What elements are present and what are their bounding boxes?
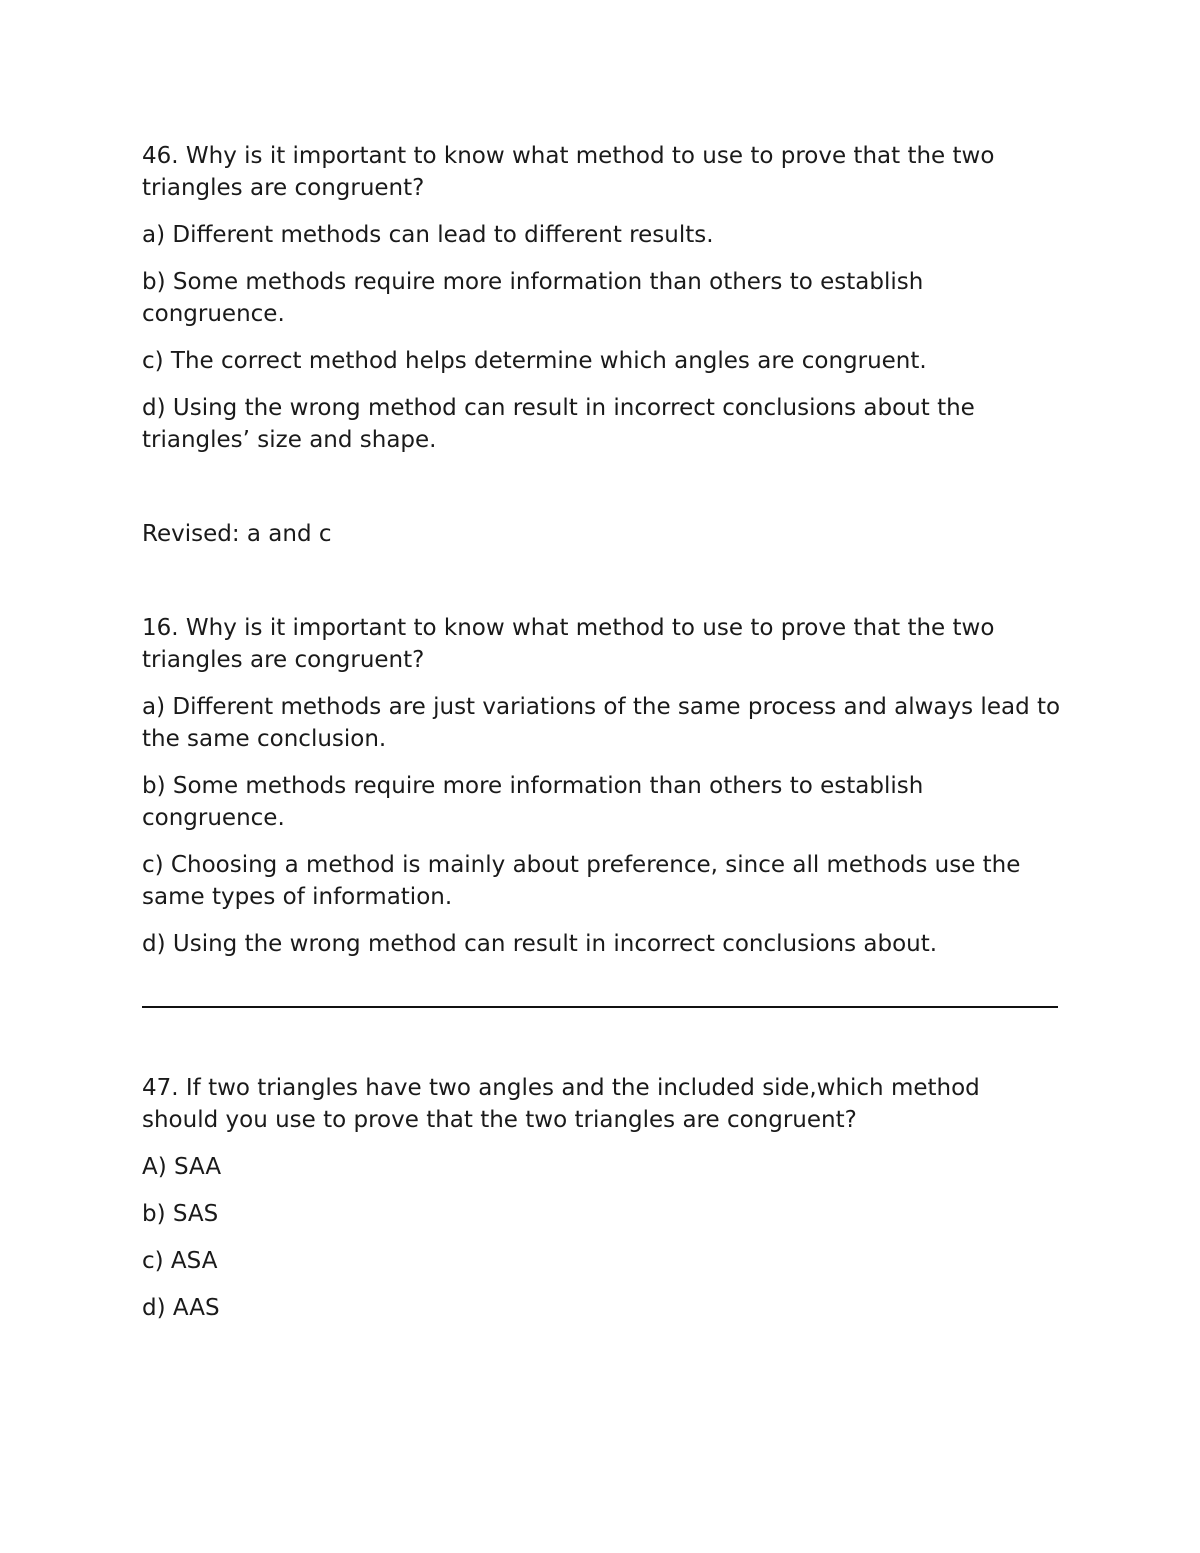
question-46-option-c: c) The correct method helps determine which angles are congruent. [142, 348, 927, 374]
question-47-option-d: d) AAS [142, 1295, 220, 1321]
question-46-option-d: d) Using the wrong method can result in incorrect conclusions about the triangles’ size and shape. [142, 395, 975, 453]
question-47-option-a: A) SAA [142, 1154, 222, 1180]
question-16-option-a: a) Different methods are just variations of the same process and always lead to the same conclusion. [142, 694, 1061, 752]
question-46-option-a: a) Different methods can lead to different results. [142, 222, 714, 248]
question-47 [142, 1072, 1062, 1324]
question-46-stem: 46. Why is it important to know what method to use to prove that the two triangles are congruent? [142, 143, 995, 201]
question-16-option-d: d) Using the wrong method can result in incorrect conclusions about. [142, 931, 938, 957]
question-46-option-b: b) Some methods require more information than others to establish congruence. [142, 269, 924, 327]
horizontal-divider [142, 1006, 1058, 1008]
question-16-option-b: b) Some methods require more information than others to establish congruence. [142, 773, 924, 831]
question-16-stem: 16. Why is it important to know what method to use to prove that the two triangles are congruent? [142, 615, 995, 673]
document-body [142, 140, 1062, 1324]
question-47-option-c: c) ASA [142, 1248, 218, 1274]
question-47-stem: 47. If two triangles have two angles and the included side,which method should you use to prove that the two triangles are congruent? [142, 1075, 980, 1133]
question-16-option-c: c) Choosing a method is mainly about preference, since all methods use the same types of information. [142, 852, 1021, 910]
question-47-option-b: b) SAS [142, 1201, 219, 1227]
question-16 [142, 612, 1062, 960]
question-46 [142, 140, 1062, 456]
revised-note: Revised: a and c [142, 521, 332, 547]
